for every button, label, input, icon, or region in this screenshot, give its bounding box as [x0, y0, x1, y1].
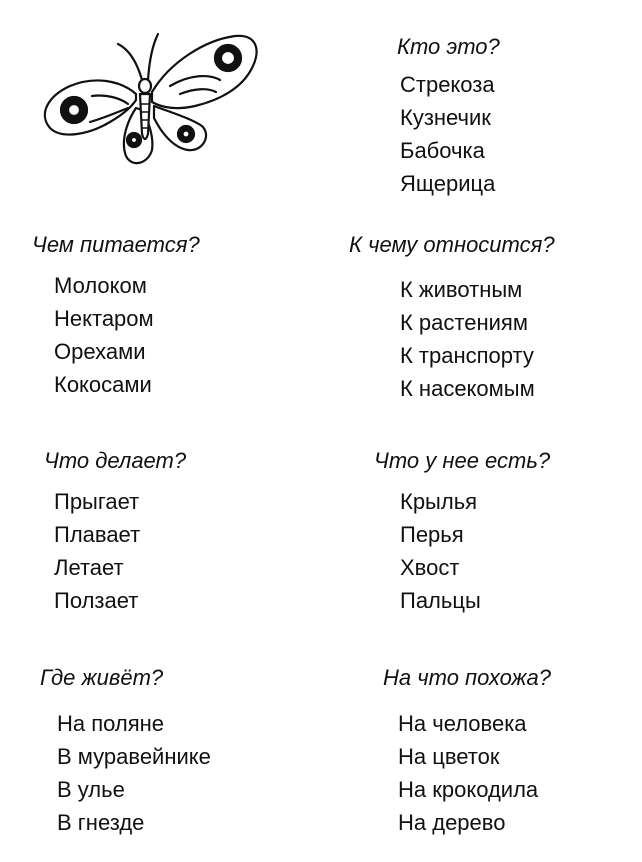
option[interactable]: К насекомым [400, 376, 535, 401]
option[interactable]: Стрекоза [400, 72, 495, 97]
question-chem-pitaetsya: Чем питается? [32, 232, 200, 257]
option[interactable]: На дерево [398, 810, 506, 835]
option[interactable]: Ящерица [400, 171, 496, 196]
options-na-chto-pokhozha [398, 707, 538, 839]
option[interactable]: На цветок [398, 744, 500, 769]
question-k-chemu-otnositsya: К чему относится? [349, 232, 555, 257]
option[interactable]: Летает [54, 555, 124, 580]
option[interactable]: Нектаром [54, 306, 154, 331]
option[interactable]: В муравейнике [57, 744, 211, 769]
option[interactable]: Ползает [54, 588, 139, 613]
question-kto-eto: Кто это? [397, 34, 500, 59]
option[interactable]: Перья [400, 522, 464, 547]
option[interactable]: Кокосами [54, 372, 152, 397]
options-chto-delaet [54, 485, 140, 617]
options-kto-eto [400, 68, 495, 200]
option[interactable]: Хвост [400, 555, 460, 580]
option[interactable]: К растениям [400, 310, 528, 335]
options-gde-zhivet [57, 707, 211, 839]
options-k-chemu-otnositsya [400, 273, 535, 405]
options-chto-u-nee-est [400, 485, 481, 617]
option[interactable]: На поляне [57, 711, 165, 736]
option[interactable]: Бабочка [400, 138, 485, 163]
option[interactable]: В улье [57, 777, 125, 802]
option[interactable]: На человека [398, 711, 527, 736]
options-chem-pitaetsya [54, 269, 154, 401]
question-chto-u-nee-est: Что у нее есть? [374, 448, 551, 473]
option[interactable]: Прыгает [54, 489, 140, 514]
question-gde-zhivet: Где живёт? [40, 665, 164, 690]
option[interactable]: Плавает [54, 522, 141, 547]
question-chto-delaet: Что делает? [44, 448, 187, 473]
option[interactable]: Крылья [400, 489, 478, 514]
option[interactable]: Молоком [54, 273, 147, 298]
butterfly-icon [30, 22, 270, 172]
option[interactable]: К транспорту [400, 343, 534, 368]
option[interactable]: К животным [400, 277, 523, 302]
option[interactable]: В гнезде [57, 810, 145, 835]
option[interactable]: Кузнечик [400, 105, 491, 130]
option[interactable]: Орехами [54, 339, 146, 364]
option[interactable]: На крокодила [398, 777, 539, 802]
option[interactable]: Пальцы [400, 588, 481, 613]
question-na-chto-pokhozha: На что похожа? [383, 665, 552, 690]
